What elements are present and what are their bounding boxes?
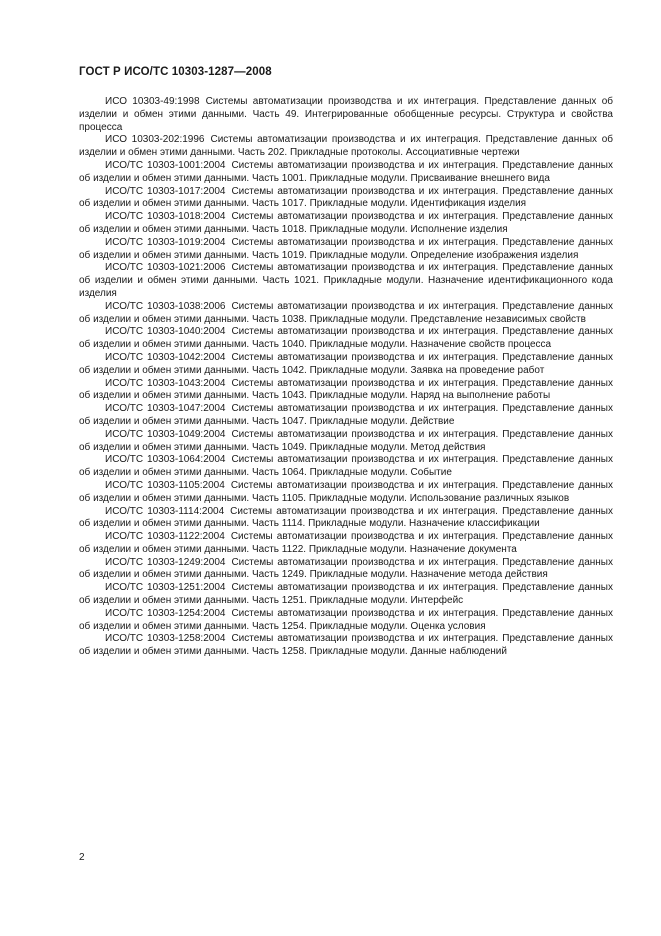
reference-item	[79, 454, 613, 480]
reference-code: ИСО/ТС 10303-1043:2004	[105, 377, 226, 389]
reference-item	[79, 403, 613, 429]
reference-title: Системы автоматизации производства и их интеграция. Представление данных об изделии и обмен этими данными. Часть 1249. Прикладные модули. Назначение метода действия	[79, 556, 613, 581]
reference-title: Системы автоматизации производства и их интеграция. Представление данных об изделии и обмен этими данными. Часть 1047. Прикладные модули. Действие	[79, 403, 613, 427]
reference-title: Системы автоматизации производства и их интеграция. Представление данных об изделии и обмен этими данными. Часть 1114. Прикладные модули. Назначение классификации	[79, 505, 613, 530]
reference-item	[79, 352, 613, 378]
reference-title: Системы автоматизации производства и их интеграция. Представление данных об изделии и обмен этими данными. Часть 1064. Прикладные модули. Событие	[79, 454, 613, 479]
reference-code: ИСО/ТС 10303-1017:2004	[105, 185, 226, 197]
reference-code: ИСО/ТС 10303-1042:2004	[105, 351, 226, 363]
reference-title: Системы автоматизации производства и их интеграция. Представление данных об изделии и обмен этими данными. Часть 1258. Прикладные модули. Данные наблюдений	[79, 633, 613, 658]
reference-code: ИСО/ТС 10303-1019:2004	[105, 236, 226, 248]
page-number: 2	[79, 852, 85, 863]
reference-title: Cистемы автоматизации производства и их интеграция. Представление данных об изделии и обмен этими данными. Часть 202. Прикладные протоколы. Ассоциативные чертежи	[79, 134, 613, 159]
reference-code: ИСО/ТС 10303-1258:2004	[105, 633, 226, 645]
reference-item	[79, 134, 613, 160]
reference-title: Системы автоматизации производства и их интеграция. Представление данных об изделии и обмен этими данными. Часть 1001. Прикладные модули. Присваивание внешнего вида	[79, 159, 613, 184]
reference-title: Системы автоматизации производства и их интеграция. Представление данных об изделии и обмен этими данными. Часть 1018. Прикладные модули. Исполнение изделия	[79, 211, 613, 235]
reference-item	[79, 237, 613, 263]
reference-title: Системы автоматизации производства и их интеграция. Представление данных об изделии и обмен этими данными. Часть 1049. Прикладные модули. Метод действия	[79, 428, 613, 453]
reference-code: ИСО/ТС 10303-1254:2004	[105, 607, 226, 619]
reference-item	[79, 531, 613, 557]
reference-title: Системы автоматизации производства и их интеграция. Представление данных об изделии и обмен этими данными. Часть 1019. Прикладные модули. Определение изображения изделия	[79, 236, 613, 261]
reference-item	[79, 378, 613, 404]
reference-code: ИСО/ТС 10303-1038:2006	[105, 300, 226, 312]
reference-code: ИСО/ТС 10303-1249:2004	[105, 556, 226, 568]
normative-references-list	[79, 96, 613, 659]
reference-code: ИСО/ТС 10303-1049:2004	[105, 428, 226, 440]
reference-code: ИСО 10303-202:1996	[105, 134, 205, 146]
reference-code: ИСО/ТС 10303-1114:2004	[105, 505, 225, 517]
document-header: ГОСТ Р ИСО/ТС 10303-1287—2008	[79, 66, 272, 78]
reference-title: Системы автоматизации производства и их интеграция. Представление данных об изделии и обмен этими данными. Часть 1021. Прикладные модули. Назначение идентификационного кода изделия	[79, 262, 613, 299]
reference-title: Системы автоматизации производства и их интеграция. Представление данных об изделии и обмен этими данными. Часть 1122. Прикладные модули. Назначение документа	[79, 531, 613, 555]
reference-code: ИСО/ТС 10303-1122:2004	[105, 531, 225, 543]
reference-code: ИСО/ТС 10303-1251:2004	[105, 582, 226, 594]
reference-item	[79, 160, 613, 186]
reference-title: Системы автоматизации производства и их интеграция. Представление данных об изделии и обмен этими данными. Часть 1251. Прикладные модули. Интерфейс	[79, 582, 613, 607]
reference-item	[79, 557, 613, 583]
reference-title: Системы автоматизации производства и их интеграция. Представление данных об изделии и обмен этими данными. Часть 1105. Прикладные модули. Использование различных языков	[79, 479, 613, 504]
reference-title: Системы автоматизации производства и их интеграция. Представление данных об изделии и обмен этими данными. Часть 1017. Прикладные модули. Идентификация изделия	[79, 185, 613, 210]
reference-item	[79, 96, 613, 134]
reference-code: ИСО/ТС 10303-1021:2006	[105, 262, 226, 274]
reference-title: Системы автоматизации производства и их интеграция. Представление данных об изделии и обмен этими данными. Часть 49. Интегрированные обобщенные ресурсы. Структура и свойства процесса	[79, 96, 614, 133]
reference-item	[79, 633, 613, 659]
reference-code: ИСО/ТС 10303-1040:2004	[105, 326, 226, 338]
reference-item	[79, 608, 613, 634]
reference-item	[79, 262, 613, 300]
reference-item	[79, 301, 613, 327]
reference-item	[79, 326, 613, 352]
reference-code: ИСО/ТС 10303-1105:2004	[105, 479, 225, 491]
reference-title: Системы автоматизации производства и их интеграция. Представление данных об изделии и обмен этими данными. Часть 1042. Прикладные модули. Заявка на проведение работ	[79, 351, 613, 376]
reference-code: ИСО/ТС 10303-1001:2004	[105, 159, 226, 171]
reference-item	[79, 582, 613, 608]
reference-code: ИСО 10303-49:1998	[105, 96, 200, 107]
reference-title: Системы автоматизации производства и их интеграция. Представление данных об изделии и обмен этими данными. Часть 1040. Прикладные модули. Назначение свойств процесса	[79, 326, 613, 351]
reference-item	[79, 480, 613, 506]
reference-title: Системы автоматизации производства и их интеграция. Представление данных об изделии и обмен этими данными. Часть 1043. Прикладные модули. Наряд на выполнение работы	[79, 377, 613, 402]
reference-item	[79, 429, 613, 455]
reference-item	[79, 211, 613, 237]
reference-title: Системы автоматизации производства и их интеграция. Представление данных об изделии и обмен этими данными. Часть 1038. Прикладные модули. Представление независимых свойств	[79, 300, 613, 325]
reference-code: ИСО/ТС 10303-1047:2004	[105, 403, 226, 415]
reference-code: ИСО/ТС 10303-1018:2004	[105, 211, 226, 223]
reference-title: Системы автоматизации производства и их интеграция. Представление данных об изделии и обмен этими данными. Часть 1254. Прикладные модули. Оценка условия	[79, 607, 613, 632]
reference-item	[79, 506, 613, 532]
reference-item	[79, 186, 613, 212]
reference-code: ИСО/ТС 10303-1064:2004	[105, 454, 226, 466]
